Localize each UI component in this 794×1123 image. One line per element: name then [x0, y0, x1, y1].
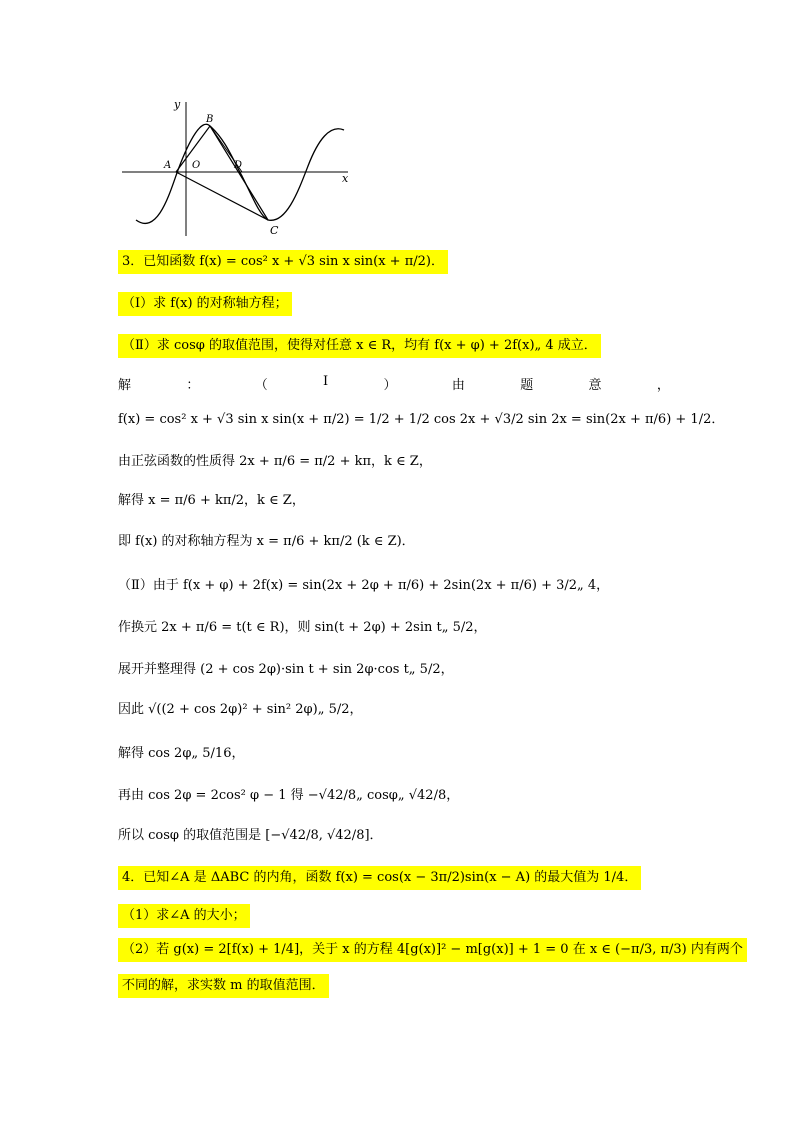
- label-A: A: [164, 160, 172, 171]
- solution-line: 所以 cosφ 的取值范围是 [−√42/8, √42/8]．: [118, 828, 383, 843]
- solution-line: 解得 cos 2φ„ 5/16，: [118, 746, 245, 761]
- q4-title: 4．已知∠A 是 ΔABC 的内角，函数 f(x) = cos(x − 3π/2)sin(x − A) 的最大值为 1/4．: [118, 866, 641, 890]
- label-x: x: [342, 172, 349, 185]
- q3-title-line: [118, 250, 448, 274]
- solution-line: 由正弦函数的性质得 2x + π/6 = π/2 + kπ，k ∈ Z，: [118, 454, 432, 469]
- q4-part2-text2: 不同的解，求实数 m 的取值范围．: [118, 974, 329, 998]
- q4-part1-line: [118, 904, 250, 928]
- q4-title-line: [118, 866, 641, 890]
- label-O: O: [192, 160, 201, 171]
- q3-part1: （Ⅰ）求 f(x) 的对称轴方程；: [118, 292, 292, 316]
- segment-AC: [176, 172, 268, 220]
- solution-heading-spread: [118, 374, 670, 393]
- sine-graph-figure: [118, 96, 350, 238]
- q4-part2-line2: [118, 974, 329, 998]
- q4-part2-text1: （2）若 g(x) = 2[f(x) + 1/4]，关于 x 的方程 4[g(x)]² − m[g(x)] + 1 = 0 在 x ∈ (−π/3, π/3) 内有两个: [118, 938, 747, 962]
- solution-line: f(x) = cos² x + √3 sin x sin(x + π/2) = 1/2 + 1/2 cos 2x + √3/2 sin 2x = sin(2x + π/6) + 1/2．: [118, 412, 725, 427]
- solution-line: （Ⅱ）由于 f(x + φ) + 2f(x) = sin(2x + 2φ + π/6) + 2sin(2x + π/6) + 3/2„ 4，: [118, 578, 610, 593]
- spread-char: 由: [451, 378, 465, 393]
- q4-part1: （1）求∠A 的大小；: [118, 904, 250, 928]
- spread-char: ，: [656, 378, 670, 393]
- q3-part2-line: [118, 334, 601, 358]
- spread-char: （: [254, 378, 268, 393]
- label-C: C: [270, 224, 279, 237]
- spread-char: 题: [520, 378, 534, 393]
- spread-char: 意: [588, 378, 602, 393]
- spread-char: ：: [186, 378, 200, 393]
- solution-line: 因此 √((2 + cos 2φ)² + sin² 2φ)„ 5/2，: [118, 702, 363, 717]
- label-D: D: [234, 160, 243, 171]
- spread-char: ）: [383, 378, 397, 393]
- q3-part2: （Ⅱ）求 cosφ 的取值范围，使得对任意 x ∈ R，均有 f(x + φ) + 2f(x)„ 4 成立．: [118, 334, 601, 358]
- q4-part2-line1: [118, 938, 747, 962]
- solution-line: 作换元 2x + π/6 = t(t ∈ R)，则 sin(t + 2φ) + 2sin t„ 5/2，: [118, 620, 487, 635]
- solution-line: 即 f(x) 的对称轴方程为 x = π/6 + kπ/2 (k ∈ Z)．: [118, 534, 415, 549]
- spread-char: Ⅰ: [323, 374, 329, 389]
- spread-char: 解: [118, 378, 132, 393]
- solution-line: 再由 cos 2φ = 2cos² φ − 1 得 −√42/8„ cosφ„ √42/8，: [118, 788, 460, 803]
- label-B: B: [206, 114, 214, 125]
- solution-line: 解得 x = π/6 + kπ/2，k ∈ Z，: [118, 493, 305, 508]
- label-y: y: [174, 98, 181, 111]
- q3-title: 3．已知函数 f(x) = cos² x + √3 sin x sin(x + π/2)．: [118, 250, 448, 274]
- solution-line: 展开并整理得 (2 + cos 2φ)·sin t + sin 2φ·cos t„ 5/2，: [118, 662, 454, 677]
- segment-BC: [210, 126, 268, 220]
- q3-part1-line: [118, 292, 292, 316]
